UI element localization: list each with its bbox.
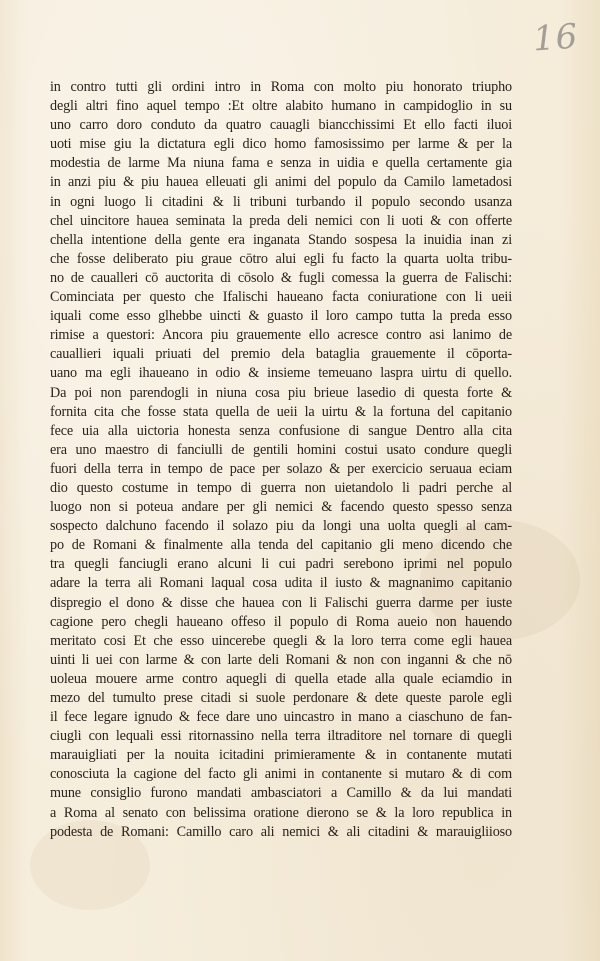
text-line: luogo non si poteua andare per gli nemici & facendo questo spesso senza: [50, 499, 512, 516]
text-line: cagione pero chegli haueano offeso il populo di Roma aueio non hauendo: [50, 613, 512, 630]
text-line: degli altri fino aquel tempo :Et oltre alabito humano in campidoglio in su: [50, 98, 512, 115]
text-line: chella intentione della gente era inganata Stando sospesa la inuidia inan zi: [50, 231, 512, 248]
text-line: cauallieri iquali priuati del premio dela bataglia grauemente il cōporta-: [50, 346, 512, 363]
text-line: marauigliati per la nouita icitadini primieramente & in contanente mutati: [50, 747, 512, 764]
folio-number: 16: [531, 16, 580, 60]
text-line: mune consiglio furono mandati ambasciatori a Camillo & da lui mandati: [50, 785, 512, 802]
text-line: uinti li uei con larme & con larte deli Romani & non con inganni & che nō: [50, 651, 512, 668]
text-line: uno carro doro conduto da quatro cauagli biancchissimi Et ello facti iluoi: [50, 117, 512, 134]
text-line: no de caualleri cō auctorita di cōsolo & fugli comessa la guerra de Falischi:: [50, 269, 512, 286]
text-line: conosciuta la cagione del facto gli animi in contanente si mutaro & di com: [50, 766, 512, 783]
text-line: tra quegli fanciugli erano alcuni li cui padri serebono iprimi nel populo: [50, 556, 512, 573]
text-line: in contro tutti gli ordini intro in Roma con molto piu honorato triupho: [50, 79, 512, 95]
text-line: Cominciata per questo che Ifalischi haueano facta coniuratione con li ueii: [50, 289, 512, 306]
text-line: in anzi piu & piu hauea elleuati gli animi del populo da Camilo lametadosi: [50, 174, 512, 191]
text-line: uano ma egli ihaueano in odio & insieme temeuano laspra uirtu di quello.: [50, 365, 512, 382]
text-line: rimise a questori: Ancora piu grauemente ello acresce contro asi lanimo de: [50, 327, 512, 344]
text-line: sospecto dalchuno facendo il solazo piu da longi una uolta quegli al cam-: [50, 518, 512, 535]
text-block: [50, 78, 512, 842]
text-line: che fosse deliberato piu graue cōtro alui egli fu facto la quarta uolta tribu-: [50, 250, 512, 267]
text-line: fornita cita che fosse stata quella de ueii la uirtu & la fortuna del capitanio: [50, 403, 512, 420]
text-line: Da poi non parendogli in niuna cosa piu brieue lasedio di questa forte &: [50, 384, 512, 401]
text-line: uoleua mouere arme contro aquegli di quella etade alla quale eciamdio in: [50, 670, 512, 687]
text-line: fece uia alla uictoria honesta senza confusione di sangue Dentro alla cita: [50, 422, 512, 439]
text-line: uoti mise giu la dictatura egli dico homo famosissimo per larme & per la: [50, 136, 512, 153]
text-line: a Roma al senato con belissima oratione dierono se & la loro republica in: [50, 804, 512, 821]
text-line: ciugli con lequali essi ritornassino nella terra iltraditore nel tornare di quegli: [50, 728, 512, 745]
text-line: modestia de larme Ma niuna fama e senza in uidia e quella certamente gia: [50, 155, 512, 172]
text-line: meritato cosi Et che esso uincerebe quegli & la loro terra come egli hauea: [50, 632, 512, 649]
text-line: podesta de Romani: Camillo caro ali nemici & ali citadini & marauigliioso: [50, 823, 512, 840]
text-line: po de Romani & finalmente alla tenda del capitanio gli meno dicendo che: [50, 537, 512, 554]
text-line: il fece legare ignudo & fece dare uno uincastro in mano a ciaschuno de fan-: [50, 709, 512, 726]
text-line: chel uincitore hauea seminata la preda deli nemici con li uoti & con offerte: [50, 212, 512, 229]
text-line: era uno maestro di fanciulli de gentili homini costui usato condure quegli: [50, 441, 512, 458]
text-line: iquali come esso glhebbe uincti & guasto il loro campo tutta la preda esso: [50, 308, 512, 325]
text-line: dio questo costume in tempo di guerra non uietandolo li padri perche al: [50, 479, 512, 496]
text-line: mezo del tumulto prese citadi si suole perdonare & dete queste parole egli: [50, 690, 512, 706]
text-line: adare la terra ali Romani laqual cosa udita il iusto & magnanimo capitanio: [50, 575, 512, 592]
text-line: in ogni luogo li citadini & li tribuni turbando il populo secondo usanza: [50, 193, 512, 210]
text-line: dispregio el dono & disse che hauea con li Falischi guerra darme per iuste: [50, 594, 512, 611]
text-line: fuori della terra in tempo de pace per solazo & per exercicio seruaua eciam: [50, 460, 512, 477]
